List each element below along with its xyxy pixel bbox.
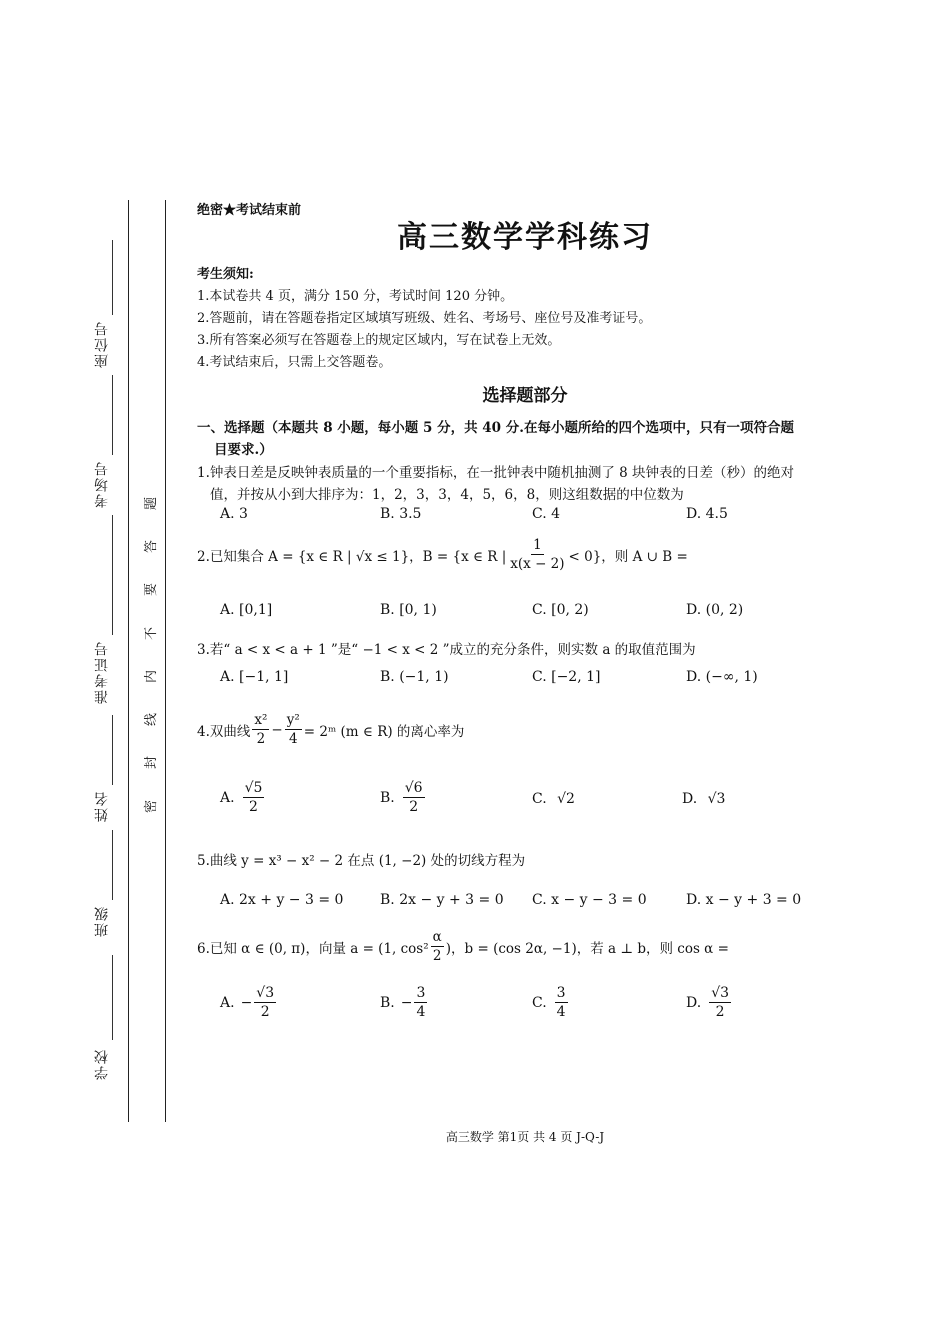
blank-school [112,955,113,1040]
q4-frac-1-num: x² [254,712,268,728]
blank-class [112,830,113,900]
option-label: C. [532,994,547,1011]
part-heading-cont [214,438,273,458]
option-label: B. [380,994,395,1011]
option-sign: − [400,994,413,1011]
notice-item: 1.本试卷共 4 页，满分 150 分，考试时间 120 分钟。 [197,289,514,304]
part-heading [197,416,794,436]
part-heading-line2: 目要求.） [214,442,273,458]
option-den: 4 [416,1004,426,1020]
option-a: A. [0,1] [220,602,273,618]
question-5: 5.曲线 y = x³ − x² − 2 在点 (1, −2) 处的切线方程为 [197,853,526,869]
option-label: D. [686,994,702,1011]
q2-denominator: x(x − 2) [510,556,565,572]
question-4 [197,711,464,748]
option-a: A. [−1, 1] [220,669,289,685]
notice-item: 3.所有答案必须写在答题卷上的规定区域内，写在试卷上无效。 [197,333,561,348]
blank-ticket [112,515,113,635]
section-title: 选择题部分 [482,386,568,406]
option-c: C. 4 [532,506,561,522]
notice-heading: 考生须知: [197,267,254,282]
option-num: 3 [556,985,566,1001]
option-fraction [709,984,731,1021]
option-den: 2 [249,799,258,815]
seal-char: 密 [144,799,160,814]
part-heading-line1: 一、选择题（本题共 8 小题，每小题 5 分，共 40 分.在每小题所给的四个选项中，只有一项符合题 [197,420,794,436]
option-c: C. x − y − 3 = 0 [532,892,647,908]
q6-denominator: 2 [432,948,442,964]
option-c [532,791,575,807]
q4-frac-2 [285,711,302,748]
q6-text-a: 6.已知 α ∈ (0, π)，向量 a = (1, cos² [197,940,429,957]
option-b: B. (−1, 1) [380,669,449,685]
option-value: √3 [707,791,726,807]
seal-char: 要 [144,582,160,597]
option-label: C. [532,791,547,807]
option-b [380,984,429,1021]
q4-frac-1 [252,711,269,748]
q4-minus: − [271,721,283,738]
option-fraction [243,779,265,816]
option-fraction [555,984,568,1021]
option-d: D. (0, 2) [686,602,744,618]
confidential-mark: 绝密★考试结束前 [197,203,302,218]
option-fraction [403,779,425,816]
option-c: C. [0, 2) [532,602,589,618]
question-6 [197,928,729,965]
option-label: B. [380,789,395,806]
option-a [220,984,278,1021]
label-class: 班级 [94,905,110,937]
q4-frac-2-den: 4 [288,731,298,747]
q2-numerator: 1 [533,537,542,553]
question-1-line1: 1.钟表日差是反映钟表质量的一个重要指标，在一批钟表中随机抽测了 8 块钟表的日差（秒）的绝对 [197,465,795,481]
seal-char: 封 [144,755,160,770]
notice-item: 4.考试结束后，只需上交答题卷。 [197,355,392,370]
option-c: C. [−2, 1] [532,669,601,685]
option-c [532,984,570,1021]
option-fraction [254,984,276,1021]
option-d: D. x − y + 3 = 0 [686,892,802,908]
question-2 [197,536,688,573]
binding-line-outer [128,200,129,1122]
option-den: 2 [260,1004,270,1020]
seal-char: 题 [144,496,160,511]
q2-fraction [508,536,566,573]
q4-frac-2-num: y² [286,712,300,728]
option-d: D. 4.5 [686,506,728,522]
option-sign: − [240,994,253,1011]
option-den: 2 [715,1004,725,1020]
option-b: B. 2x − y + 3 = 0 [380,892,504,908]
question-1-line2: 值，并按从小到大排序为：1，2，3，3，4，5，6，8，则这组数据的中位数为 [210,487,684,503]
option-den: 4 [556,1004,566,1020]
binding-line-inner [165,200,166,1122]
seal-char: 线 [144,712,160,727]
option-b [380,779,427,816]
blank-name [112,715,113,785]
option-num: √3 [256,985,275,1001]
q2-text-a: 2.已知集合 A = {x ∈ R | √x ≤ 1}，B = {x ∈ R | [197,548,507,565]
question-3: 3.若“ a < x < a + 1 ”是“ −1 < x < 2 ”成立的充分条件，则实数 a 的取值范围为 [197,642,696,658]
option-a [220,779,266,816]
q4-suffix: = 2ᵐ (m ∈ R) 的离心率为 [303,723,465,740]
option-b: B. [0, 1) [380,602,437,618]
seal-char: 不 [144,626,160,641]
seal-char: 内 [144,669,160,684]
option-num: 3 [416,985,426,1001]
label-ticket: 准考证号 [94,640,110,704]
option-num: √6 [404,780,423,796]
option-a: A. 3 [220,506,248,522]
q6-text-b: )，b = (cos 2α, −1)，若 a ⊥ b，则 cos α = [445,940,729,957]
option-num: √5 [244,780,263,796]
option-value: √2 [557,791,575,807]
page-footer: 高三数学 第1页 共 4 页 J-Q-J [445,1130,605,1144]
option-d [686,984,733,1021]
label-seat: 座位号 [94,320,110,368]
option-label: D. [682,791,698,807]
option-den: 2 [409,799,419,815]
q6-fraction [431,928,444,965]
label-school: 学校 [94,1048,110,1080]
option-d: D. (−∞, 1) [686,669,758,685]
q2-text-b: < 0}，则 A ∪ B = [568,548,688,565]
notice-item: 2.答题前，请在答题卷指定区域填写班级、姓名、考场号、座位号及准考证号。 [197,311,652,326]
q4-prefix: 4.双曲线 [197,723,251,740]
page-title: 高三数学学科练习 [397,220,653,255]
q6-numerator: α [432,929,442,945]
option-label: A. [220,789,235,806]
q4-frac-1-den: 2 [256,731,266,747]
seal-char: 答 [144,539,160,554]
option-fraction [414,984,427,1021]
option-num: √3 [711,985,730,1001]
option-label: A. [220,994,235,1011]
option-b: B. 3.5 [380,506,422,522]
label-room: 考场号 [94,460,110,508]
option-a: A. 2x + y − 3 = 0 [220,892,344,908]
option-d [682,791,725,807]
label-name: 姓名 [94,790,110,822]
